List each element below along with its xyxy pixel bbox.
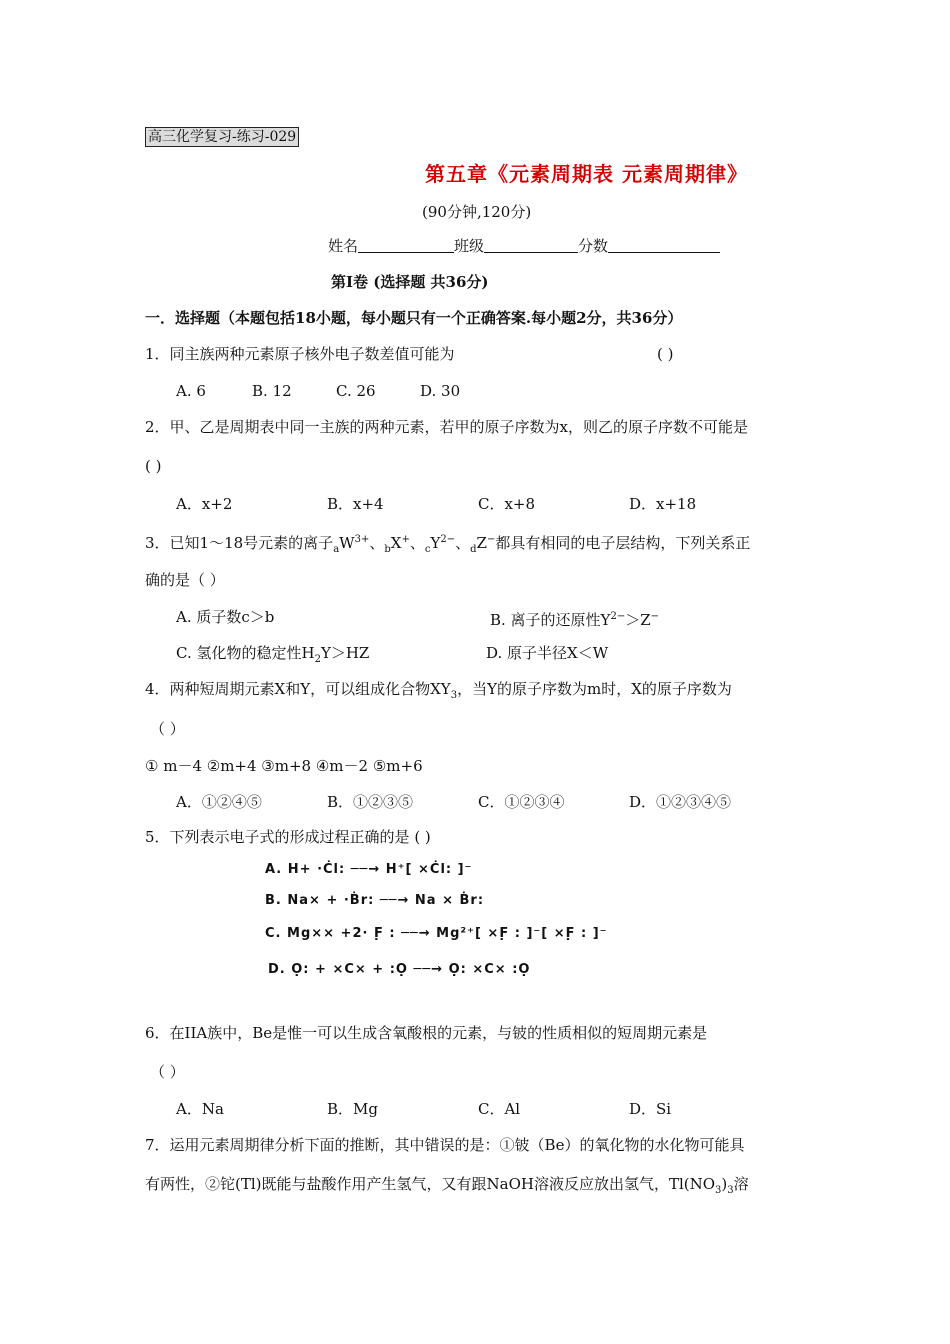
q7-line2-close: )	[721, 1175, 728, 1193]
q4-stem-end: ，当Y的原子序数为m时，X的原子序数为	[457, 680, 732, 698]
q6-stem: 6．在IIA族中，Be是惟一可以生成含氧酸根的元素，与铍的性质相似的短周期元素是	[145, 1024, 708, 1042]
q7-line2-tail: 溶	[733, 1175, 749, 1193]
q6-option-b: B．Mg	[327, 1100, 378, 1118]
q4-option-b: B．①②③⑤	[327, 793, 414, 811]
q1-paren: ( )	[657, 345, 674, 363]
q2-option-d: D．x+18	[629, 495, 697, 513]
q4-paren: （ ）	[150, 720, 185, 738]
q1-option-d: D. 30	[420, 382, 461, 400]
name-label: 姓名	[328, 237, 359, 255]
student-info-row	[328, 236, 720, 256]
q5-formula-d: D. Ọ: + ⨯C⨯ + :Ọ ──→ Ọ: ⨯C⨯ :Ọ	[268, 962, 531, 977]
q2-option-c: C．x+8	[478, 495, 536, 513]
q6-option-d: D．Si	[629, 1100, 672, 1118]
q4-option-c: C．①②③④	[478, 793, 565, 811]
section-heading: 一．选择题（本题包括18小题，每小题只有一个正确答案.每小题2分，共36分）	[145, 309, 683, 327]
q3-stem-line2: 确的是（ ）	[145, 571, 225, 589]
q5-stem: 5．下列表示电子式的形成过程正确的是 ( )	[145, 828, 431, 846]
q3-stem: 3．已知1～18号元素的离子$_aW^{3+}$、$_b$X+、$_cY^{2-}$、$_d$Z−都具有相同的电子层结构，下列关系正	[145, 534, 751, 555]
header-tag: 高三化学复习-练习-029	[145, 127, 299, 147]
q5-formula-c: C. Mg⨯⨯ +2· F̣ : ──→ Mg²⁺[ ⨯F̣ : ]⁻[ ⨯F̣ : ]⁻	[265, 926, 608, 941]
q3-option-d: D. 原子半径X＜W	[486, 644, 609, 662]
q5-formula-a: A. H+ ·Ċl: ──→ H⁺[ ⨯Ċl: ]⁻	[265, 862, 473, 877]
score-label: 分数	[578, 237, 609, 255]
q1-stem: 1．同主族两种元素原子核外电子数差值可能为	[145, 345, 455, 363]
q3-option-b: B. 离子的还原性$Y^{2-}>Z^-$	[490, 611, 660, 629]
q3-stem-start: 3．已知1～18号元素的离子	[145, 534, 334, 552]
q1-option-a: A. 6	[176, 382, 206, 400]
q7-line1: 7．运用元素周期律分析下面的推断，其中错误的是：①铍（Be）的氧化物的水化物可能具	[145, 1136, 745, 1154]
q6-option-a: A．Na	[176, 1100, 224, 1118]
volume-heading: 第Ⅰ卷 (选择题 共36分)	[331, 273, 489, 291]
q7-line2: 有两性，②铊(Tl)既能与盐酸作用产生氢气，又有跟NaOH溶液反应放出氢气，$Tl(NO_3)_3$溶	[145, 1175, 749, 1196]
name-blank	[358, 236, 454, 253]
q7-line2-text: 有两性，②铊(Tl)既能与盐酸作用产生氢气，又有跟NaOH溶液反应放出氢气，Tl(NO	[145, 1175, 716, 1193]
q3-option-c-text2: Y＞HZ	[320, 644, 370, 662]
q6-option-c: C．Al	[478, 1100, 521, 1118]
q3-option-a: A. 质子数c＞b	[176, 608, 275, 626]
q2-stem: 2．甲、乙是周期表中同一主族的两种元素，若甲的原子序数为x，则乙的原子序数不可能是	[145, 418, 749, 436]
q4-stem: 4．两种短周期元素X和Y，可以组成化合物$XY_3$，当Y的原子序数为m时，X的原子序数为	[145, 680, 732, 701]
q4-option-a: A．①②④⑤	[176, 793, 262, 811]
q4-choices: ① m－4 ②m+4 ③m+8 ④m－2 ⑤m+6	[145, 757, 423, 775]
page-title: 第五章《元素周期表 元素周期律》	[425, 162, 748, 186]
q4-stem-start: 4．两种短周期元素X和Y，可以组成化合物XY	[145, 680, 451, 698]
q3-option-b-text2: ＞Z	[625, 611, 651, 629]
class-label: 班级	[454, 237, 485, 255]
q3-option-c-text: C. 氢化物的稳定性H	[176, 644, 315, 662]
q1-option-b: B. 12	[252, 382, 292, 400]
q1-option-c: C. 26	[336, 382, 376, 400]
q3-option-c: C. 氢化物的稳定性$H_2Y>HZ$	[176, 644, 370, 665]
q5-formula-b: B. Na⨯ + ·Ḃr: ──→ Na ⨯ Ḃr:	[265, 893, 485, 908]
class-blank	[484, 236, 578, 253]
score-blank	[608, 236, 720, 253]
q2-option-b: B．x+4	[327, 495, 384, 513]
q6-paren: （ ）	[150, 1063, 185, 1081]
q2-option-a: A．x+2	[176, 495, 233, 513]
q3-stem-end: 都具有相同的电子层结构，下列关系正	[495, 534, 751, 552]
page-subtitle: (90分钟,120分)	[422, 203, 532, 221]
q4-option-d: D．①②③④⑤	[629, 793, 732, 811]
q2-paren: ( )	[145, 457, 162, 475]
q3-option-b-text: B. 离子的还原性Y	[490, 611, 611, 629]
